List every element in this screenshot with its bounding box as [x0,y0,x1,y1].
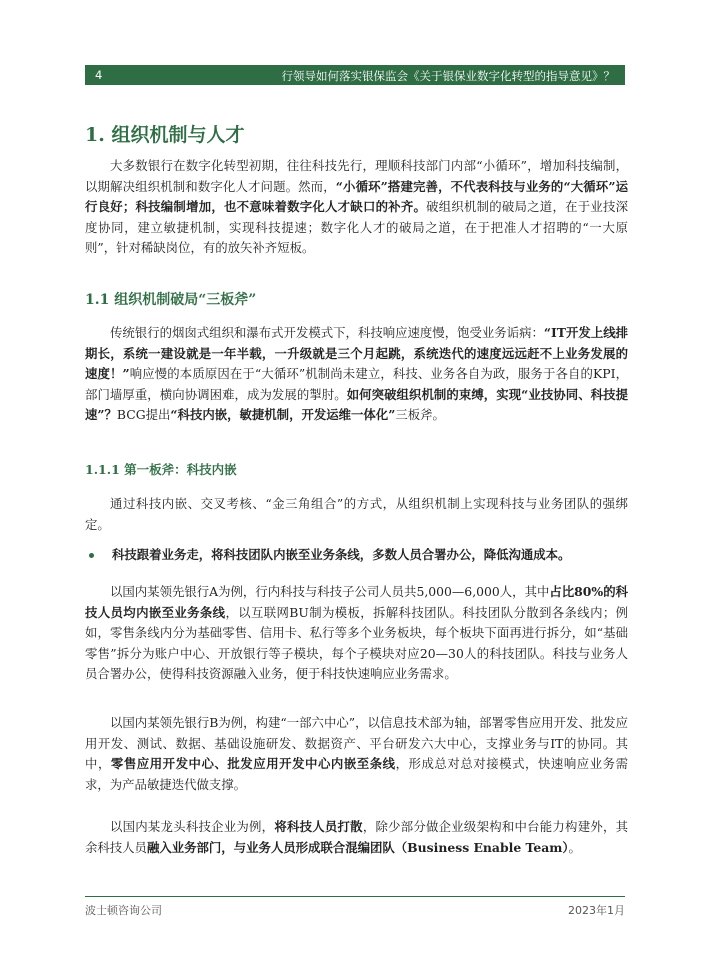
text-run: 以国内某领先银行A为例，行内科技与科技子公司人员共5,000—6,000人，其中 [110,584,550,599]
footer-company: 波士顿咨询公司 [85,904,162,917]
header-title: 行领导如何落实银保监会《关于银保业数字化转型的指导意见》？ [281,69,615,83]
text-run: 破组织机制的破局之道，在于业技深度协同，建立敏捷机制，实现科技提速；数字化人才的破局之道，在于把准人才招聘的“一大原则”，针对稀缺岗位，有的放矢补齐短板。 [85,199,629,255]
text-run: 三板斧。 [395,407,445,422]
text-run: 。 [568,839,581,855]
bold-text: 占比80%的科技人员均内嵌至业务条线 [85,584,628,620]
bold-text: 零售应用开发中心、批发应用开发中心内嵌至条线 [110,756,396,771]
page-header [85,65,625,85]
text-run: ，以互联网BU制为模板，拆解科技团队。科技团队分散到各条线内；例如，零售条线内分为基础零售、信用卡、私行等多个业务板块，每个板块下面再进行拆分，如“基础零售”拆分为账户中心、开放银行等子模块，每个子模块对应20—30人的科技团队。科技与业务人员合署办公，使得科技资源融入业务，便于科技快速响应业务需求。 [85,604,628,681]
bold-text: 如何突破组织机制的束缚，实现“业技协同、科技提速”？ [85,386,628,422]
bullet-dot-icon [89,553,94,558]
text-run: 响应慢的本质原因在于“大循环”机制尚未建立，科技、业务各自为政，服务于各自的KPI，部门墙厚重，横向协调困难，成为发展的掣肘。 [85,366,628,402]
bold-text: 融入业务部门，与业务人员形成联合混编团队（Business Enable Team） [146,839,569,855]
section-heading-1-1-1: 1.1.1 第一板斧：科技内嵌 [85,462,237,477]
paragraph [85,156,628,259]
bold-text: “小循环”搭建完善，不代表科技与业务的“大循环”运行良好；科技编制增加，也不意味着数字化人才缺口的补齐。 [85,178,629,214]
section-heading-1: 1. 组织机制与人才 [85,124,245,146]
paragraph [85,817,628,858]
section-heading-1-1: 1.1 组织机制破局“三板斧” [85,292,257,308]
page-number: 4 [95,68,103,82]
paragraph [85,582,628,685]
bullet-point: 科技跟着业务走，将科技团队内嵌至业务条线，多数人员合署办公，降低沟通成本。 [112,547,571,562]
footer-divider [85,896,625,897]
paragraph [85,713,628,795]
text-run: 大多数银行在数字化转型初期，往往科技先行，理顺科技部门内部“小循环”，增加科技编制，以期解决组织机制和数字化人才问题。然而， [85,158,628,194]
bold-text: 将科技人员打散 [274,819,363,834]
text-run: 传统银行的烟囱式组织和瀑布式开发模式下，科技响应速度慢，饱受业务诟病： [110,325,544,340]
text-run: 以国内某领先银行B为例，构建“一部六中心”，以信息技术部为轴，部署零售应用开发、批发应用开发、测试、数据、基础设施研发、数据资产、平台研发六大中心，支撑业务与IT的协同。其中， [85,715,628,771]
paragraph [85,323,628,426]
text-run: BCG提出 [116,407,171,422]
text-run: ，形成总对总对接模式，快速响应业务需求，为产品敏捷迭代做支撑。 [85,756,629,792]
paragraph [85,494,628,535]
bold-text: “IT开发上线排期长，系统一建设就是一年半载，一升级就是三个月起跳，系统迭代的速度远远赶不上业务发展的速度！” [85,325,628,381]
text-run: 通过科技内嵌、交叉考核、“金三角组合”的方式，从组织机制上实现科技与业务团队的强绑定。 [85,496,628,532]
bold-text: “科技内嵌，敏捷机制，开发运维一体化” [170,407,396,422]
footer-date: 2023年1月 [568,904,625,917]
text-run: 以国内某龙头科技企业为例， [110,819,275,834]
text-run: ，除少部分做企业级架构和中台能力构建外，其余科技人员 [85,819,629,855]
